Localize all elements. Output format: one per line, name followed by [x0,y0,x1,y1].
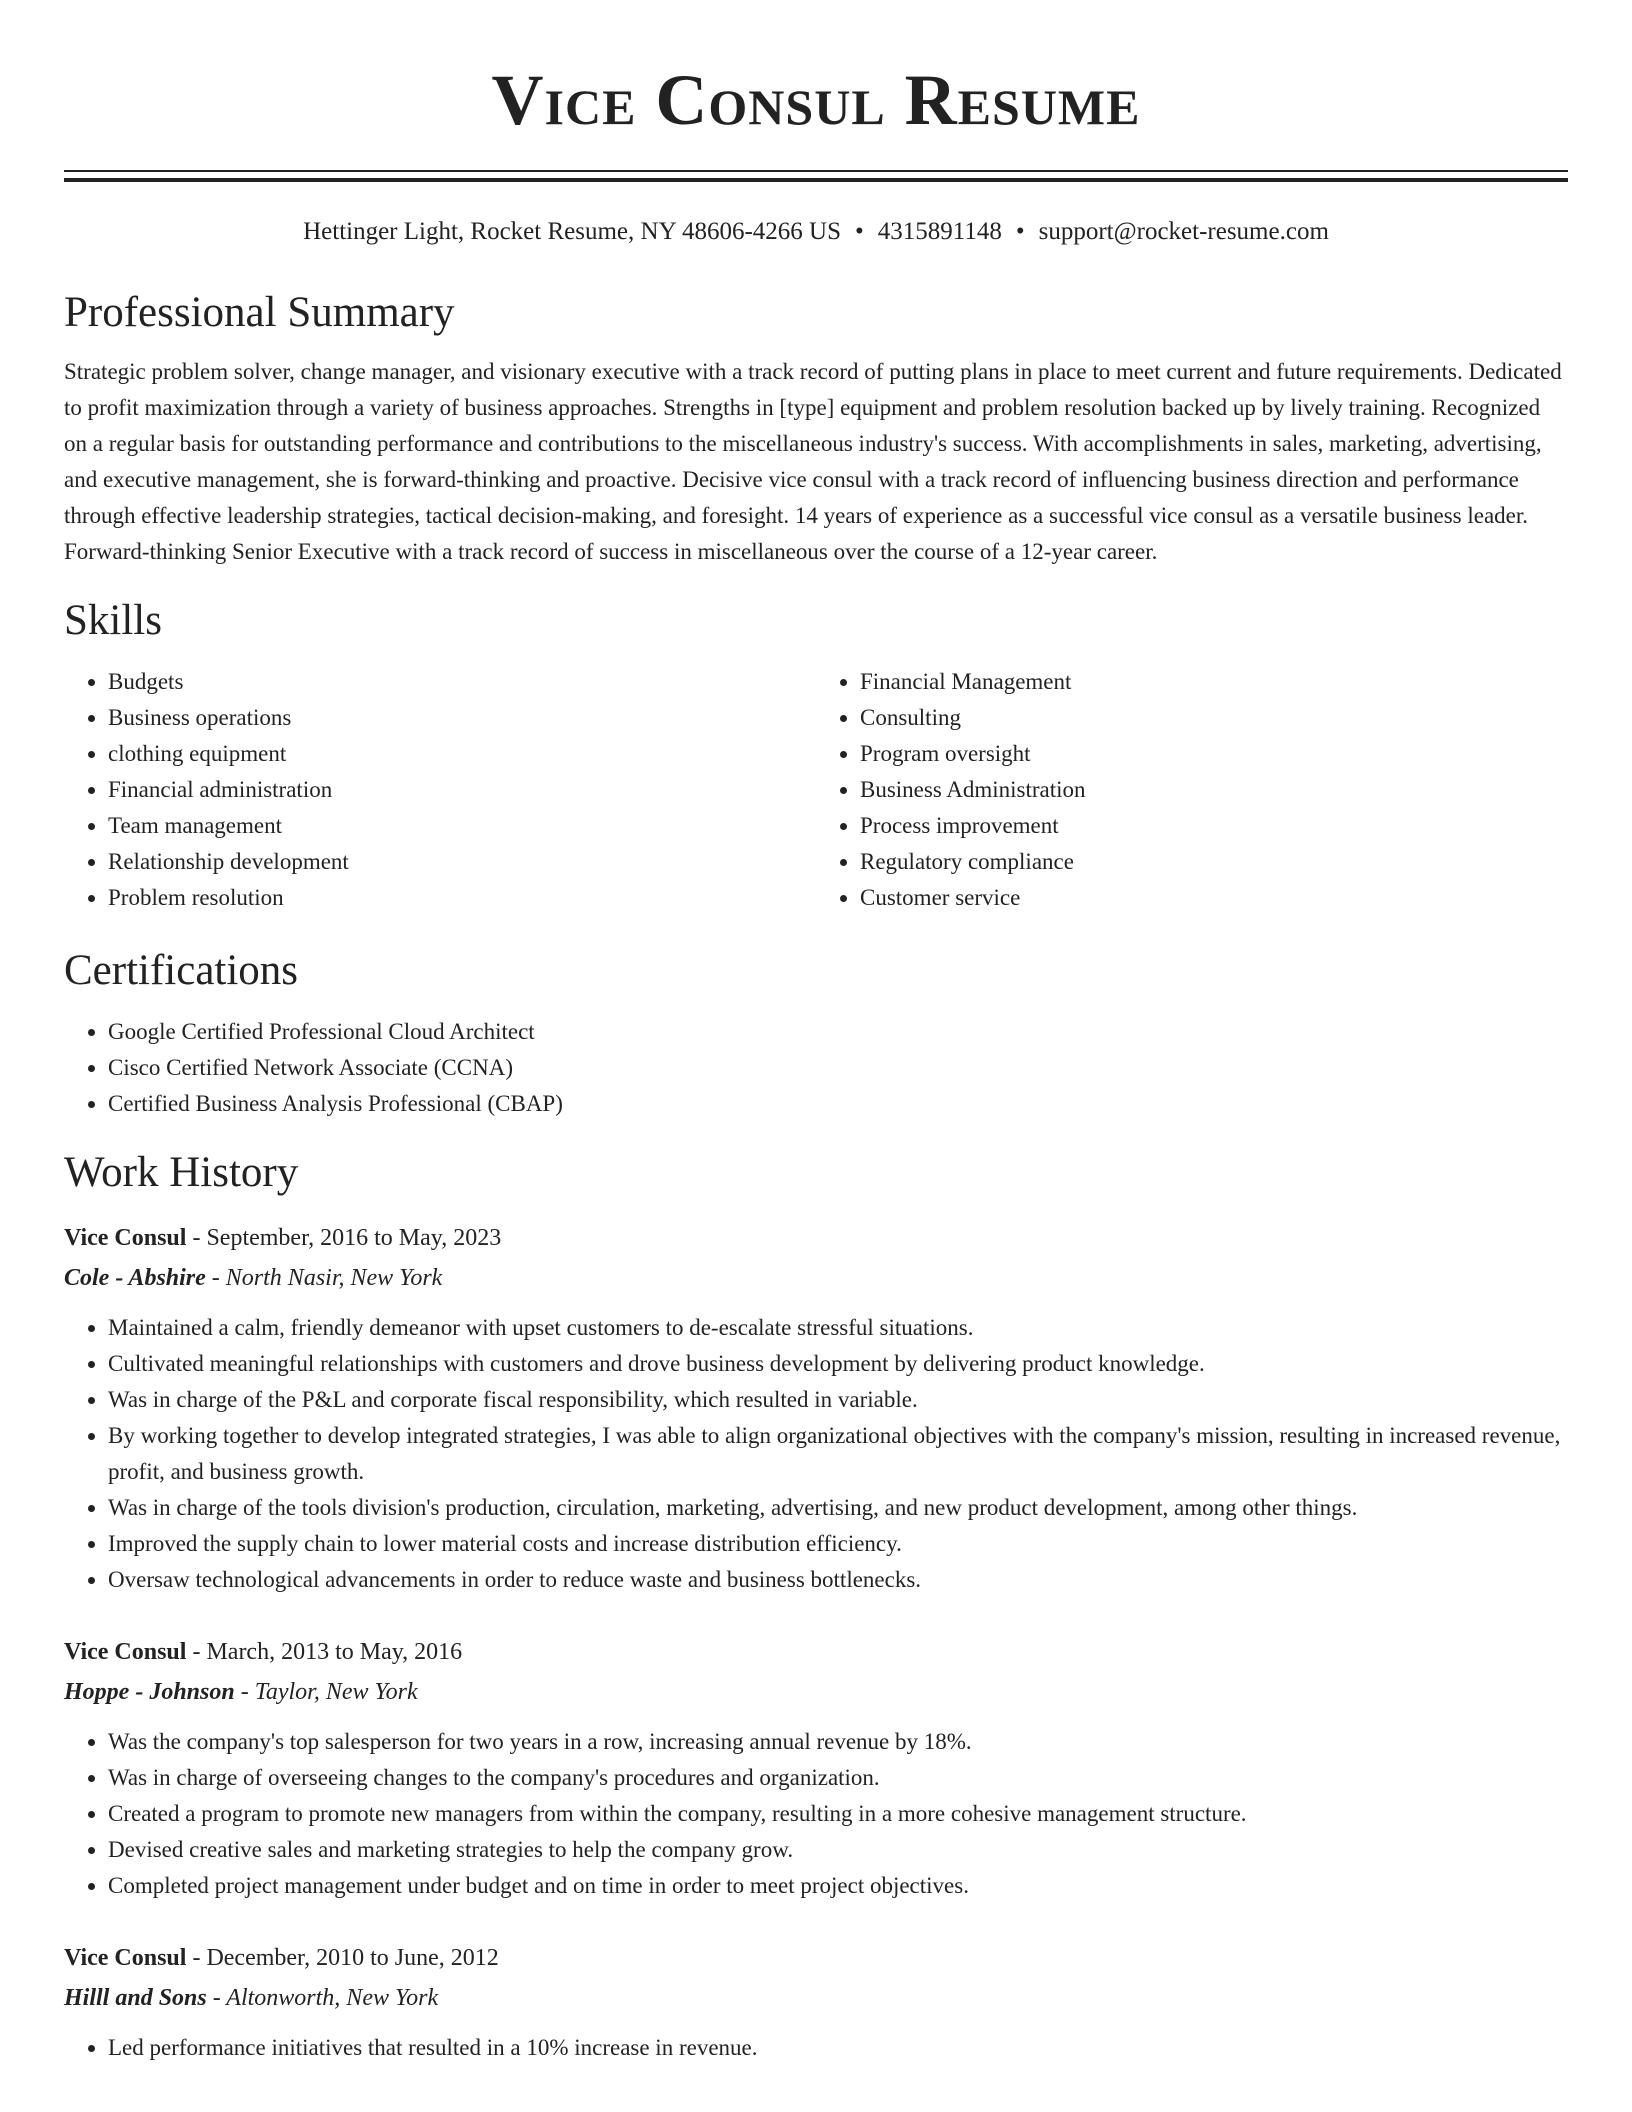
job-bullet: • By working together to develop integrated strategies, I was able to align organizational objectives with the company's mission, resulting in increased revenue, profit, and business growth. [108,1418,1568,1490]
section-heading-summary: Professional Summary [64,289,455,336]
job-bullet: • Maintained a calm, friendly demeanor with upset customers to de-escalate stressful situations. [108,1310,1568,1346]
skill-item: • Business Administration [860,772,1568,808]
job-entry [64,1218,1568,1598]
job-dates: - March, 2013 to May, 2016 [186,1639,463,1665]
job-bullet: • Was in charge of overseeing changes to the company's procedures and organization. [108,1760,1568,1796]
skills-list-right [816,664,1568,916]
skill-item: • Regulatory compliance [860,844,1568,880]
title-divider-thick [64,178,1568,182]
skill-item: • Budgets [108,664,816,700]
job-bullet: • Was in charge of the P&L and corporate fiscal responsibility, which resulted in variable. [108,1382,1568,1418]
job-entry [64,1938,1568,2066]
job-bullet: • Completed project management under budget and on time in order to meet project objectives. [108,1868,1568,1904]
certifications-list [64,1014,1568,1122]
job-location: - North Nasir, New York [205,1265,443,1291]
job-bullet: • Created a program to promote new managers from within the company, resulting in a more cohesive management structure. [108,1796,1568,1832]
job-bullets [64,1310,1568,1598]
skill-item: • Relationship development [108,844,816,880]
skill-item: • Problem resolution [108,880,816,916]
skill-item: • Financial Management [860,664,1568,700]
skill-item: • Business operations [108,700,816,736]
job-bullet: • Devised creative sales and marketing strategies to help the company grow. [108,1832,1568,1868]
skill-item: • Financial administration [108,772,816,808]
resume-title: Vice Consul Resume [491,60,1141,140]
job-bullet: • Oversaw technological advancements in order to reduce waste and business bottlenecks. [108,1562,1568,1598]
job-company: Hoppe - Johnson [64,1679,235,1705]
contact-separator: • [854,218,864,245]
summary-text: Strategic problem solver, change manager, and visionary executive with a track record of putting plans in place to meet current and future requirements. Dedicated to profit maximization through a variety of business approaches. Strengths in [type] equipment and problem resolution backed up by lively training. Recognized on a regular basis for outstanding performance and contributions to the miscellaneous industry's success. With accomplishments in sales, marketing, advertising, and executive management, she is forward-thinking and proactive. Decisive vice consul with a track record of influencing business direction and performance through effective leadership strategies, tactical decision-making, and foresight. 14 years of experience as a successful vice consul as a versatile business leader. Forward-thinking Senior Executive with a track record of success in miscellaneous over the course of a 12-year career. [64,359,1562,564]
job-title-line [64,1938,1568,1978]
job-title-line [64,1632,1568,1672]
job-title: Vice Consul [64,1639,187,1665]
section-heading-skills: Skills [64,597,162,644]
certification-item: • Cisco Certified Network Associate (CCNA) [108,1050,1568,1086]
skill-item: • clothing equipment [108,736,816,772]
skill-item: • Process improvement [860,808,1568,844]
skill-item: • Program oversight [860,736,1568,772]
job-bullet: • Cultivated meaningful relationships with customers and drove business development by delivering product knowledge. [108,1346,1568,1382]
job-bullet: • Was in charge of the tools division's production, circulation, marketing, advertising, and new product development, among other things. [108,1490,1568,1526]
skills-list-left [64,664,816,916]
contact-address: Hettinger Light, Rocket Resume, NY 48606-4266 US [303,218,841,245]
job-title-line [64,1218,1568,1258]
title-divider-thin [64,170,1568,172]
job-bullets [64,2030,1568,2066]
job-location: - Altonworth, New York [206,1985,439,2011]
skill-item: • Customer service [860,880,1568,916]
contact-line [64,216,1568,248]
job-dates: - September, 2016 to May, 2023 [186,1225,502,1251]
job-bullets [64,1724,1568,1904]
job-location: - Taylor, New York [234,1679,418,1705]
skill-item: • Team management [108,808,816,844]
job-title: Vice Consul [64,1945,187,1971]
contact-email: support@rocket-resume.com [1038,218,1329,245]
skill-item: • Consulting [860,700,1568,736]
job-entry [64,1632,1568,1904]
job-company-line [64,1258,1568,1298]
job-company: Cole - Abshire [64,1265,206,1291]
contact-separator: • [1015,218,1025,245]
section-heading-certifications: Certifications [64,947,299,994]
certification-item: • Google Certified Professional Cloud Architect [108,1014,1568,1050]
job-company-line [64,1978,1568,2018]
job-bullet: • Improved the supply chain to lower material costs and increase distribution efficiency. [108,1526,1568,1562]
job-bullet: • Led performance initiatives that resulted in a 10% increase in revenue. [108,2030,1568,2066]
skills-columns [64,664,1568,916]
job-title: Vice Consul [64,1225,187,1251]
contact-phone: 4315891148 [877,218,1002,245]
job-company-line [64,1672,1568,1712]
job-dates: - December, 2010 to June, 2012 [186,1945,499,1971]
certification-item: • Certified Business Analysis Professional (CBAP) [108,1086,1568,1122]
job-company: Hilll and Sons [64,1985,207,2011]
section-heading-work-history: Work History [64,1149,299,1196]
job-bullet: • Was the company's top salesperson for two years in a row, increasing annual revenue by 18%. [108,1724,1568,1760]
